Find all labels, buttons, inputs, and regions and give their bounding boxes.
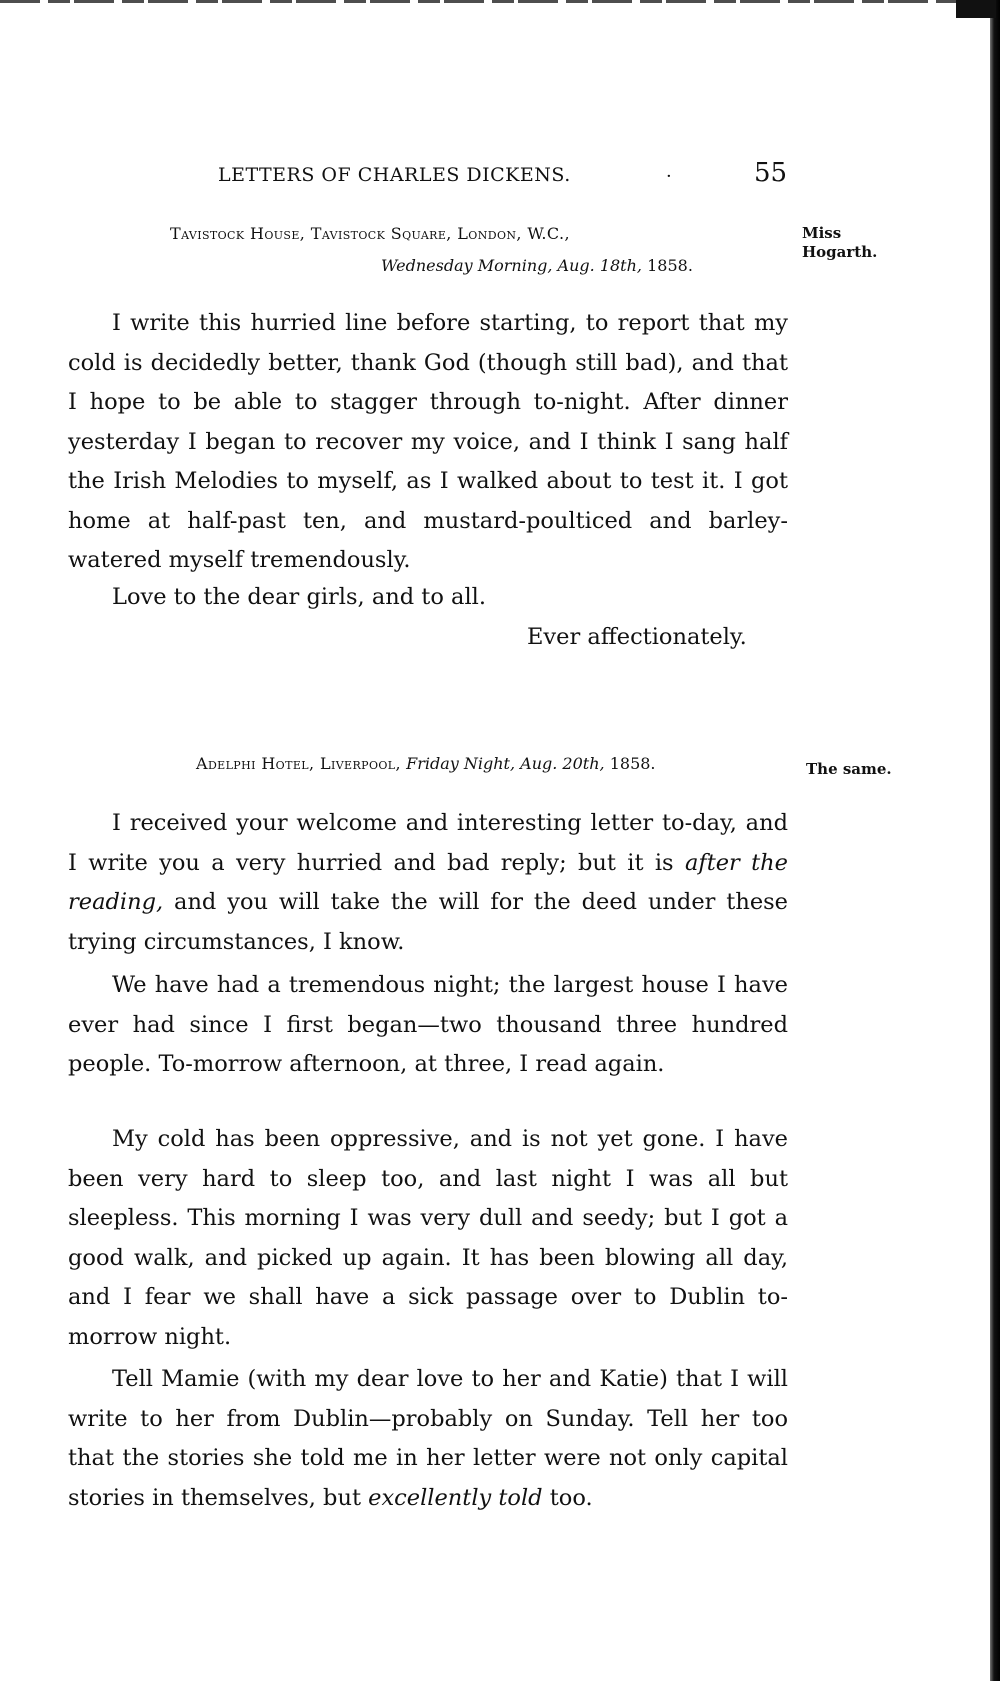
letter2-paragraph-2-text: We have had a tremendous night; the largest house I have ever had since I first began—two thousand three hundred people. To-morrow afternoon, at three, I read again. (68, 972, 788, 1077)
letter2-paragraph-2 (68, 966, 788, 1085)
letter2-date-day: Friday Night, Aug. 20th, (406, 754, 605, 773)
letter1-signoff: Ever affectionately. (527, 624, 747, 650)
letter2-paragraph-1-text (68, 804, 788, 962)
letter1-address (170, 220, 570, 248)
letter1-date-day: Wednesday Morning, Aug. 18th, (381, 256, 642, 275)
letter1-body (68, 304, 788, 581)
letter2-date-year: 1858. (609, 754, 656, 773)
letter1-recipient-text: Miss Hogarth. (802, 224, 878, 261)
letter1-address-text: Tavistock House, Tavistock Square, London, W.C., (170, 224, 570, 243)
letter2-p1-part-b: and you will take the will for the deed under these trying circumstances, I know. (68, 889, 788, 955)
letter1-date (381, 252, 693, 280)
letter2-p4-part-a: Tell Mamie (with my dear love to her and Katie) that I will write to her from Dublin—probably on Sunday. Tell her too that the stories she told me in her letter were not only capital stories in themselves, but (68, 1366, 788, 1511)
page-number: 55 (754, 158, 788, 188)
header-separator: · (666, 166, 672, 187)
letter1-recipient-sidenote (802, 224, 878, 262)
letter2-p4-part-b: too. (549, 1484, 593, 1511)
letter1-date-year: 1858. (647, 256, 693, 275)
letter2-p1-italic: after the reading, (68, 849, 788, 915)
letter2-recipient-sidenote (806, 760, 892, 779)
letter2-recipient-text: The same. (806, 760, 892, 778)
letter1-paragraph: I write this hurried line before starting, to report that my cold is decidedly better, thank God (though still bad), and that I hope to be able to stagger through to-night. After dinner yesterday I began to recover my voice, and I think I sang half the Irish Melodies to myself, as I walked about to test it. I got home at half-past ten, and mustard-poulticed and barley-watered myself tremendously. (68, 310, 788, 573)
letter2-paragraph-4-text (68, 1360, 788, 1518)
letter2-address-text: Adelphi Hotel, Liverpool, (196, 754, 402, 773)
letter1-closing: Love to the dear girls, and to all. (112, 584, 487, 610)
letter2-p4-italic: excellently told (368, 1484, 543, 1511)
letter2-paragraph-1 (68, 804, 788, 962)
letter2-paragraph-3-text: My cold has been oppressive, and is not yet gone. I have been very hard to sleep too, and last night I was all but sleepless. This morning I was very dull and seedy; but I got a good walk, and picked up again. It has been blowing all day, and I fear we shall have a sick passage over to Dublin to-morrow night. (68, 1126, 788, 1350)
scan-edge-top (0, 0, 1000, 3)
letter2-paragraph-3 (68, 1120, 788, 1357)
scan-edge-right (990, 0, 1000, 1681)
letter2-paragraph-4 (68, 1360, 788, 1518)
page-header (218, 160, 788, 200)
letter2-dateline (196, 750, 656, 778)
running-title: LETTERS OF CHARLES DICKENS. (218, 164, 571, 186)
letter2-p1-part-a: I received your welcome and interesting letter to-day, and I write you a very hurried and bad reply; but it is (68, 810, 788, 876)
